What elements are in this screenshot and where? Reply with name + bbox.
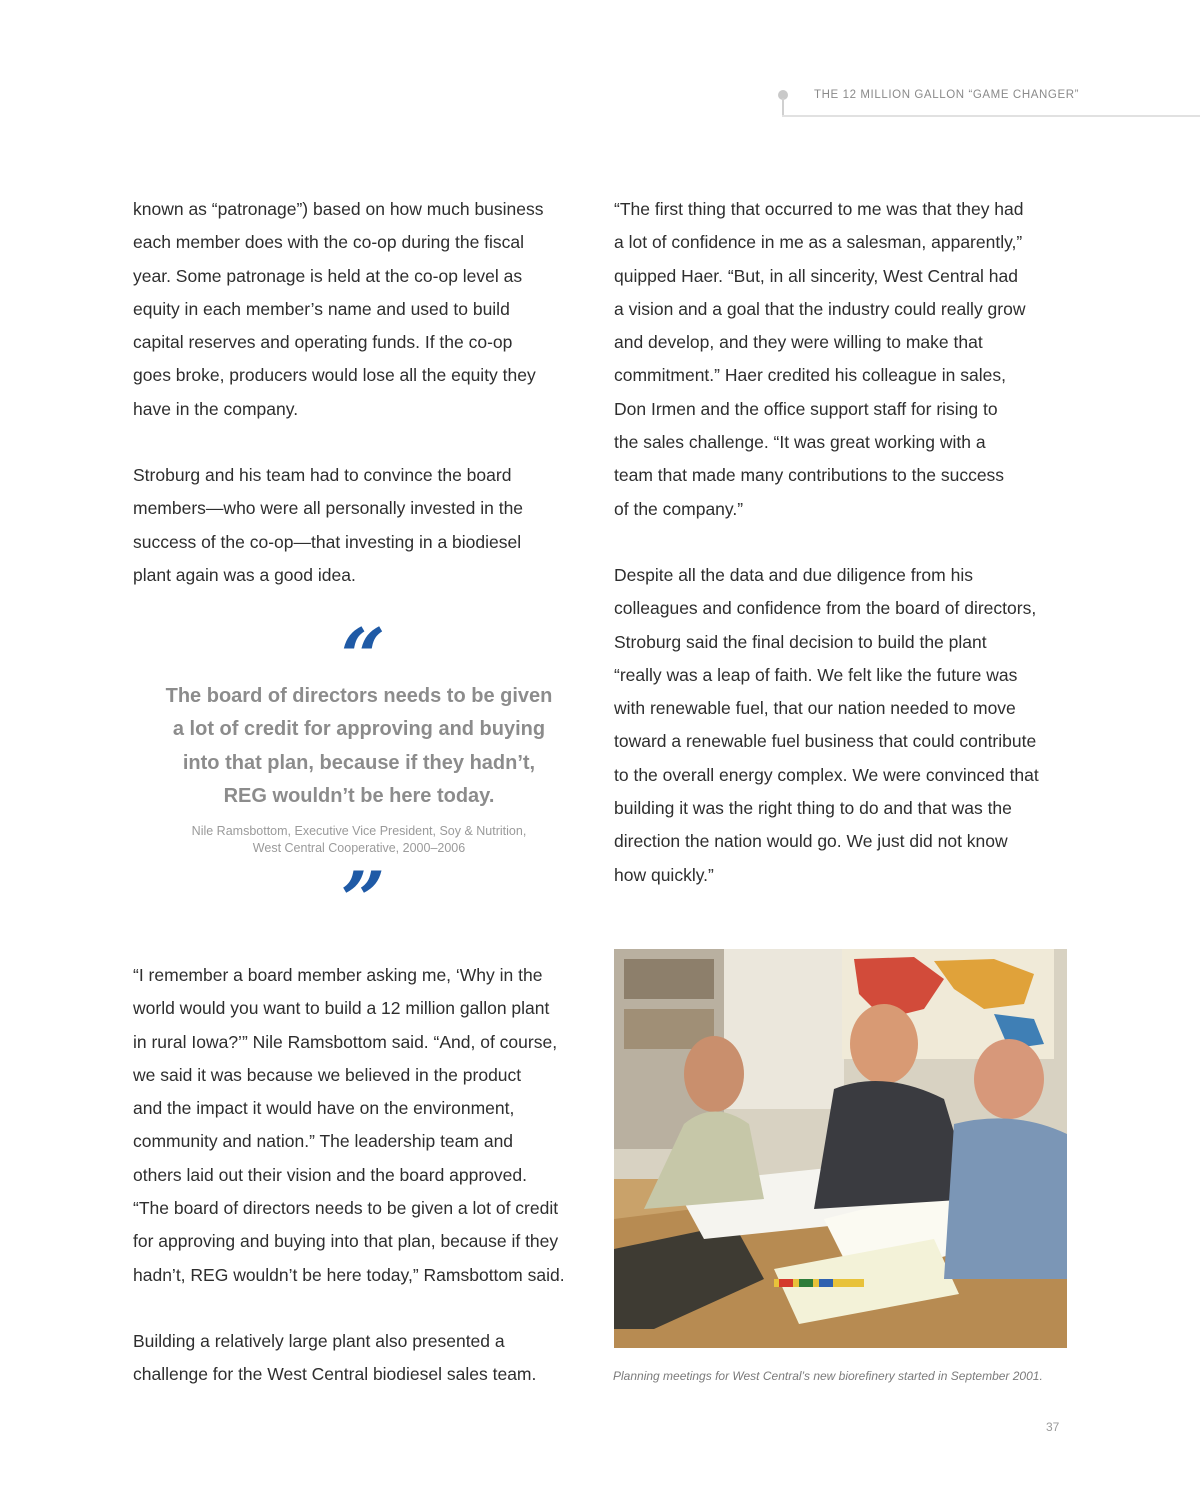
- attribution-line: Nile Ramsbottom, Executive Vice President, Soy & Nutrition,: [191, 824, 527, 839]
- text-line: of the company.”: [614, 498, 744, 519]
- page-number: 37: [1046, 1420, 1060, 1434]
- open-quote-icon: “: [340, 612, 378, 703]
- text-line: Building a relatively large plant also presented a: [133, 1331, 505, 1351]
- left-paragraph-3: [133, 959, 565, 1292]
- text-line: plant again was a good idea.: [133, 564, 356, 585]
- left-paragraph-2: [133, 459, 523, 592]
- text-line: we said it was because we believed in the product: [133, 1064, 522, 1085]
- text-line: challenge for the West Central biodiesel sales team.: [133, 1364, 537, 1385]
- text-line: Despite all the data and due diligence from his: [614, 565, 973, 585]
- text-line: direction the nation would go. We just did not know: [614, 831, 1008, 852]
- running-header: [778, 86, 1200, 118]
- close-quote-icon: ”: [340, 855, 378, 947]
- text-line: have in the company.: [133, 398, 299, 419]
- pull-quote: [133, 612, 585, 947]
- pull-quote-attribution: [133, 823, 585, 857]
- text-line: capital reserves and operating funds. If the co-op: [133, 332, 513, 353]
- text-line: goes broke, producers would lose all the equity they: [133, 365, 536, 386]
- text-line: Stroburg said the final decision to build the plant: [614, 631, 987, 652]
- text-line: “The first thing that occurred to me was that they had: [614, 199, 1024, 219]
- meeting-photo-illustration: [614, 949, 1067, 1348]
- pull-quote-line: REG wouldn’t be here today.: [223, 784, 495, 807]
- text-line: a vision and a goal that the industry could really grow: [614, 298, 1026, 319]
- text-line: members—who were all personally invested in the: [133, 498, 524, 519]
- attribution-line: West Central Cooperative, 2000–2006: [252, 841, 466, 856]
- text-line: “The board of directors needs to be given a lot of credit: [133, 1198, 559, 1219]
- text-line: “really was a leap of faith. We felt like the future was: [614, 664, 1018, 685]
- text-line: team that made many contributions to the success: [614, 465, 1005, 486]
- meeting-photo: [614, 949, 1067, 1348]
- right-paragraph-2: [614, 559, 1039, 892]
- text-line: success of the co-op—that investing in a biodiesel: [133, 531, 522, 552]
- text-line: year. Some patronage is held at the co-op level as: [133, 265, 523, 286]
- text-line: colleagues and confidence from the board of directors,: [614, 598, 1037, 619]
- text-line: “I remember a board member asking me, ‘Why in the: [133, 965, 543, 985]
- text-line: hadn’t, REG wouldn’t be here today,” Ramsbottom said.: [133, 1264, 565, 1285]
- text-line: and the impact it would have on the environment,: [133, 1098, 515, 1119]
- pull-quote-line: into that plan, because if they hadn’t,: [182, 751, 536, 774]
- text-line: community and nation.” The leadership team and: [133, 1131, 514, 1152]
- pull-quote-line: The board of directors needs to be given: [165, 685, 553, 707]
- text-line: commitment.” Haer credited his colleague in sales,: [614, 365, 1006, 386]
- text-line: equity in each member’s name and used to build: [133, 298, 510, 319]
- photo-caption: Planning meetings for West Central’s new biorefinery started in September 2001.: [613, 1369, 1043, 1383]
- running-title: THE 12 MILLION GALLON “GAME CHANGER”: [814, 89, 1080, 101]
- text-line: each member does with the co-op during the fiscal: [133, 232, 525, 253]
- text-line: Stroburg and his team had to convince the board: [133, 465, 512, 485]
- right-paragraph-1: [614, 193, 1026, 526]
- header-horizontal-rule: [782, 115, 1200, 117]
- text-line: for approving and buying into that plan, because if they: [133, 1231, 559, 1252]
- text-line: the sales challenge. “It was great working with a: [614, 432, 986, 453]
- pull-quote-text: [133, 680, 585, 813]
- text-line: and develop, and they were willing to make that: [614, 332, 983, 353]
- text-line: to the overall energy complex. We were convinced that: [614, 764, 1039, 785]
- text-line: others laid out their vision and the board approved.: [133, 1164, 528, 1185]
- left-paragraph-1: [133, 193, 544, 426]
- text-line: quipped Haer. “But, in all sincerity, West Central had: [614, 265, 1018, 286]
- text-line: toward a renewable fuel business that could contribute: [614, 731, 1037, 752]
- text-line: in rural Iowa?’” Nile Ramsbottom said. “And, of course,: [133, 1031, 558, 1052]
- text-line: Don Irmen and the office support staff for rising to: [614, 398, 998, 419]
- text-line: how quickly.”: [614, 864, 714, 885]
- text-line: building it was the right thing to do and that was the: [614, 798, 1012, 819]
- text-line: a lot of confidence in me as a salesman, apparently,”: [614, 232, 1023, 253]
- text-line: known as “patronage”) based on how much business: [133, 199, 544, 219]
- text-line: world would you want to build a 12 million gallon plant: [133, 998, 550, 1019]
- text-line: with renewable fuel, that our nation needed to move: [614, 698, 1016, 719]
- left-paragraph-4: [133, 1325, 536, 1392]
- pull-quote-line: a lot of credit for approving and buying: [172, 718, 546, 741]
